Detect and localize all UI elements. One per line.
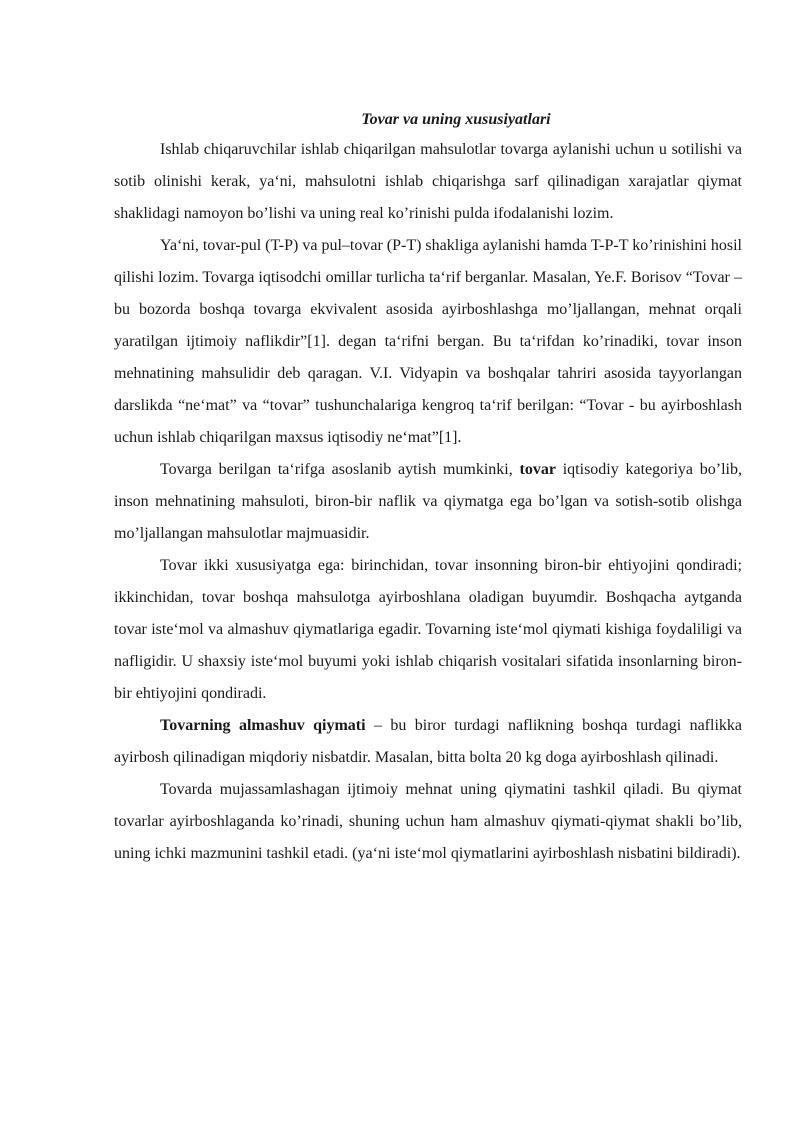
paragraph-4: Tovar ikki xususiyatga ega: birinchidan, tovar insonning biron-bir ehtiyojini qondiradi; ikkinchidan, tovar boshqa mahsulotga ayirboshlana oladigan buyumdir. Boshqacha aytganda tovar iste‘mol va almashuv qiymatlariga egadir. Tovarning iste‘mol qiymati kishiga foydaliligi va nafligidir. U shaxsiy iste‘mol buyumi yoki ishlab chiqarish vositalari sifatida insonlarning biron-bir ehtiyojini qondiradi. — [114, 557, 742, 702]
paragraph-3 — [114, 454, 742, 550]
paragraph-5-rest: – bu biror turdagi naflikning boshqa turdagi naflikka ayirbosh qilinadigan miqdoriy nisbatdir. Masalan, bitta bolta 20 kg doga ayirboshlash qilinadi. — [114, 717, 742, 766]
paragraph-1: Ishlab chiqaruvchilar ishlab chiqarilgan mahsulotlar tovarga aylanishi uchun u sotilishi va sotib olinishi kerak, ya‘ni, mahsulotni ishlab chiqarishga sarf qilinadigan xarajatlar qiymat shaklidagi namoyon bo’lishi va uning real ko’rinishi pulda ifodalanishi lozim. — [114, 141, 742, 222]
paragraph-2: Ya‘ni, tovar-pul (T-P) va pul–tovar (P-T) shakliga aylanishi hamda T-P-T ko’rinishini hosil qilishi lozim. Tovarga iqtisodchi omillar turlicha ta‘rif berganlar. Masalan, Ye.F. Borisov “Tovar – bu bozorda boshqa tovarga ekvivalent asosida ayirboshlashga mo’ljallangan, mehnat orqali yaratilgan ijtimoiy naflikdir”[1]. degan ta‘rifni bergan. Bu ta‘rifdan ko’rinadiki, tovar inson mehnatining mahsulidir deb qaragan. V.I. Vidyapin va boshqalar tahriri asosida tayyorlangan darslikda “ne‘mat” va “tovar” tushunchalariga kengroq ta‘rif berilgan: “Tovar - bu ayirboshlash uchun ishlab chiqarilgan maxsus iqtisodiy ne‘mat”[1]. — [114, 237, 742, 446]
document-body — [114, 106, 742, 870]
paragraph-3-lead: Tovarga berilgan ta‘rifga asoslanib aytish mumkinki, — [160, 461, 520, 478]
paragraph-3-rest: iqtisodiy kategoriya bo’lib, inson mehnatining mahsuloti, biron-bir naflik va qiymatga ega bo’lgan va sotish-sotib olishga mo’ljallangan mahsulotlar majmuasidir. — [114, 461, 743, 542]
term-almashuv-qiymati: Tovarning almashuv qiymati — [160, 717, 366, 734]
document-title: Tovar va uning xususiyatlari — [361, 111, 551, 128]
paragraph-6: Tovarda mujassamlashagan ijtimoiy mehnat uning qiymatini tashkil qiladi. Bu qiymat tovarlar ayirboshlaganda ko’rinadi, shuning uchun ham almashuv qiymati-qiymat shakli bo’lib, uning ichki mazmunini tashkil etadi. (ya‘ni iste‘mol qiymatlarini ayirboshlash nisbatini bildiradi). — [114, 781, 742, 862]
paragraph-5 — [114, 710, 742, 774]
term-tovar: tovar — [519, 461, 556, 478]
